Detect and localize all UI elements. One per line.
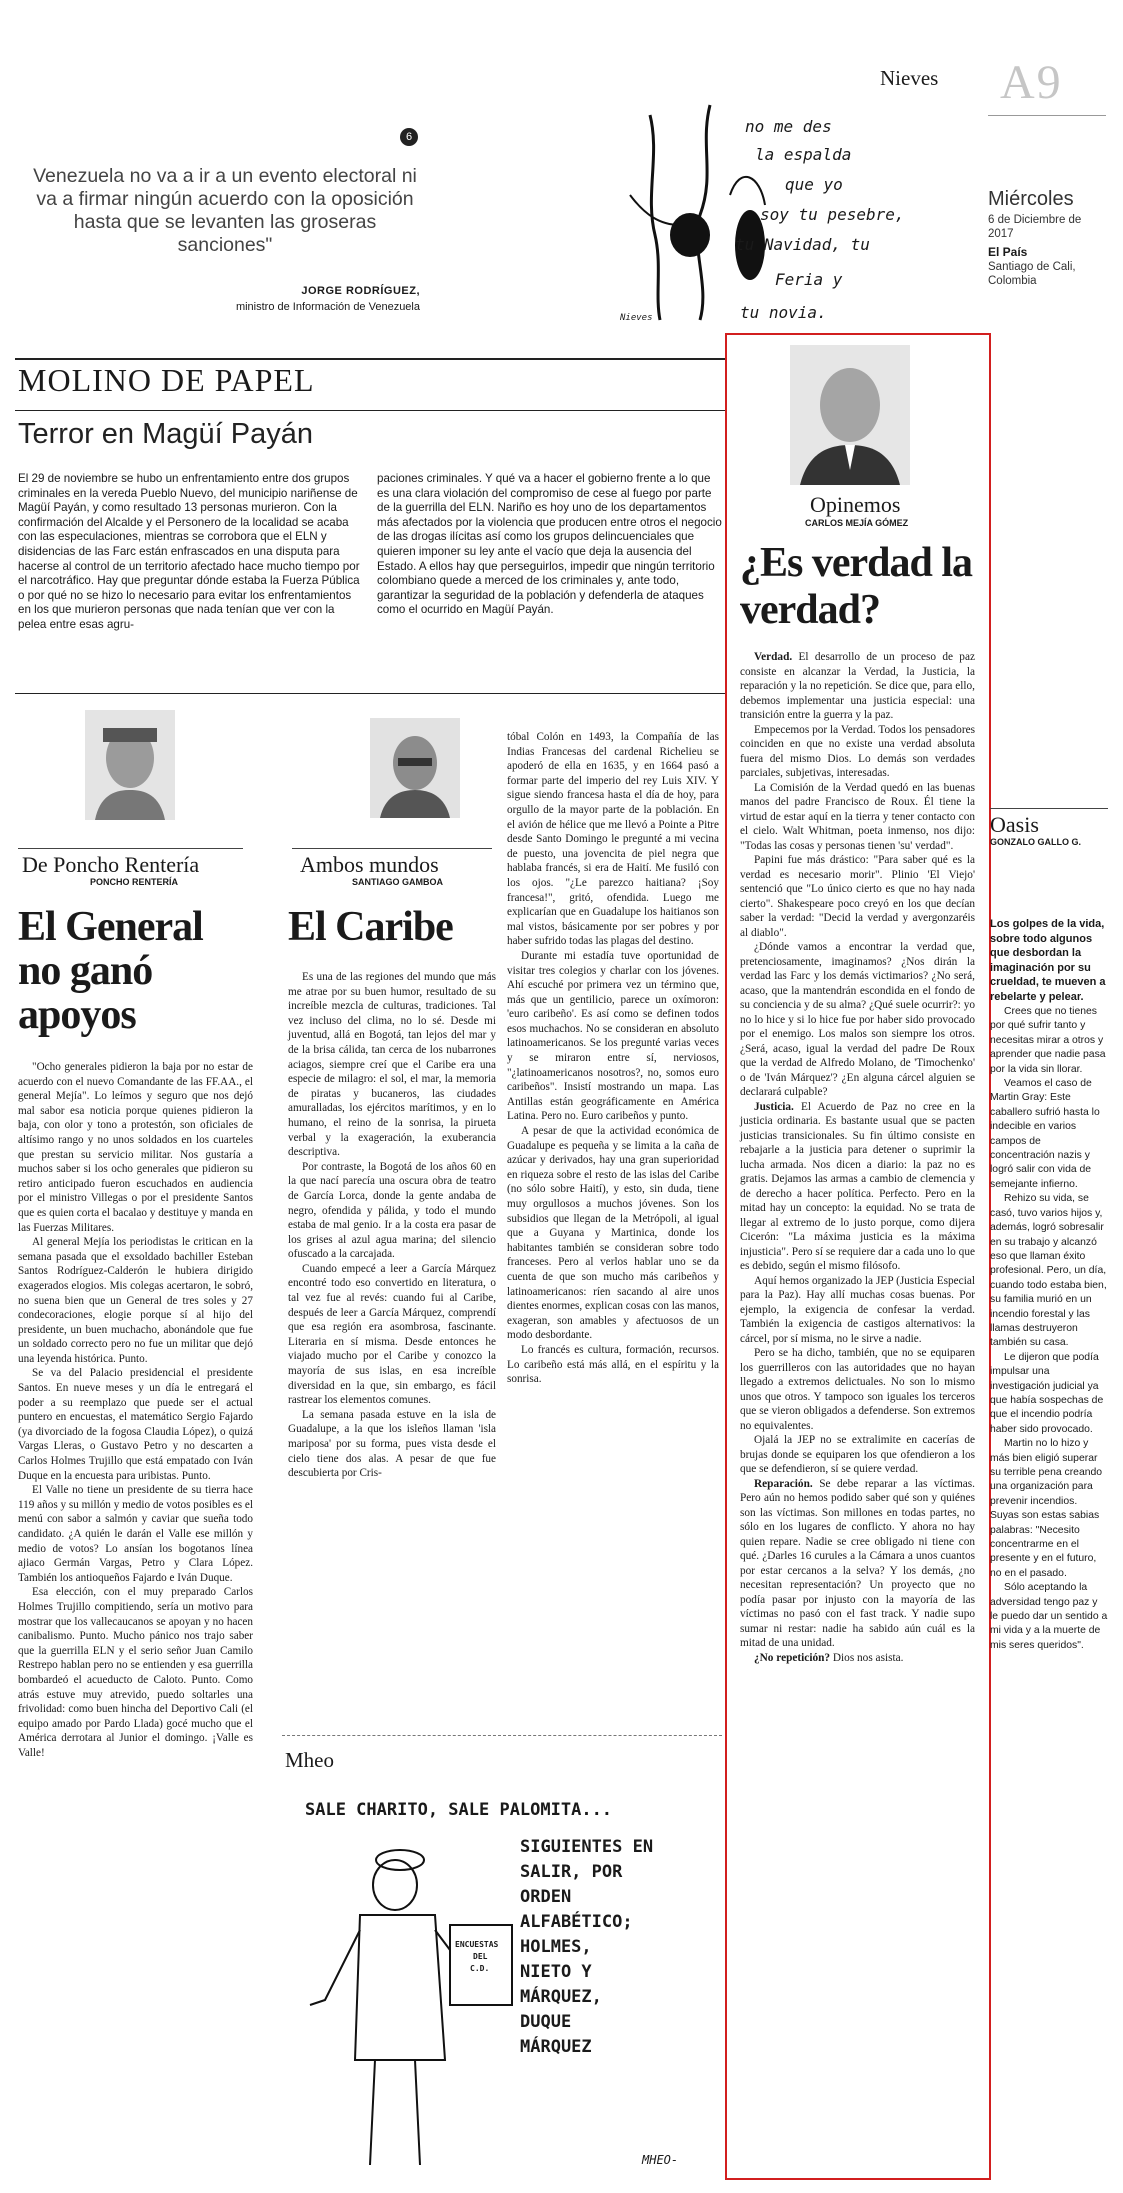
mheo-label: Mheo xyxy=(285,1748,334,1772)
mheo-speech-line: HOLMES, xyxy=(520,1937,592,1957)
mheo-speech xyxy=(520,1835,720,2060)
opinemos-photo xyxy=(790,345,910,485)
nieves-line-5: tu Navidad, tu xyxy=(735,235,870,254)
poncho-body xyxy=(18,1060,253,1761)
opinemos-text: Aquí hemos organizado la JEP (Justicia Especial para la Paz). Hay allí muchas cosas buenas. Por ejemplo, la exigencia de confesar la verdad. También la exigencia de castigos alternativos: la cárcel, por sí misma, no le sirve a nadie. xyxy=(740,1274,975,1345)
poncho-photo xyxy=(85,710,175,820)
opinemos-body xyxy=(740,650,975,1665)
opinemos-paragraph xyxy=(740,1346,975,1433)
header-rule xyxy=(988,115,1106,116)
opinemos-paragraph xyxy=(740,1651,975,1666)
ambos-author: SANTIAGO GAMBOA xyxy=(352,877,443,887)
oasis-paragraph: Crees que no tienes por qué sufrir tanto y necesitas mirar a otros y aprender que nadie pasa por la vida sin llorar. xyxy=(990,1006,1106,1075)
mheo-figure xyxy=(290,1830,520,2180)
opinemos-lead: ¿No repetición? xyxy=(754,1651,831,1664)
oasis-paragraph: Le dijeron que podía impulsar una investigación judicial ya que había sospechas de que el incendio podría haber sido provocado. xyxy=(990,1351,1104,1435)
opinemos-text: Pero se ha dicho, también, que no se equiparen los guerrilleros con las autoridades que no hayan llegado a extremos delictuales. No son lo mismo unos que otros. Y tampoco son iguales los terceros que se vieron obligados a defenderse. Son extremos no equivalentes. xyxy=(740,1347,975,1432)
nieves-line-4: soy tu pesebre, xyxy=(760,205,905,224)
molino-section-title: MOLINO DE PAPEL xyxy=(18,362,315,398)
mheo-speech-line: ALFABÉTICO; xyxy=(520,1912,633,1932)
opinemos-paragraph xyxy=(740,853,975,940)
opinemos-paragraph xyxy=(740,1274,975,1347)
opinemos-author: CARLOS MEJÍA GÓMEZ xyxy=(805,518,909,528)
quote-author: JORGE RODRÍGUEZ, xyxy=(301,285,420,297)
nieves-line-3: que yo xyxy=(785,175,843,194)
poncho-paragraph: Al general Mejía los periodistas le critican en la semana pasada que el exsoldado bachiller Esteban Santos Rodríguez-Calderón le hubiera dirigido exagerados elogios. Mis colegas acertaron, le sobró, no suena bien que un General de tres soles y 27 condecoraciones, elogie porque sí al hijo del presidente, un buen muchacho, abonándole que fue un soldado correcto pero no fue un militar que dejó una leyenda histórica. Punto. xyxy=(18,1236,253,1365)
mheo-sign-line: DEL xyxy=(473,1952,488,1961)
mheo-speech-line: SALIR, POR xyxy=(520,1862,623,1882)
molino-title-rule xyxy=(15,410,727,411)
nieves-signature: Nieves xyxy=(620,313,653,323)
opinemos-paragraph xyxy=(740,940,975,1100)
mheo-speech-line: SIGUIENTES EN xyxy=(520,1837,654,1857)
oasis-paragraph: Sólo aceptando la adversidad tengo paz y le puedo dar un sentido a mi vida y a la muerte de mis seres queridos". xyxy=(990,1582,1108,1651)
opinemos-lead: Verdad. xyxy=(754,651,793,663)
ambos-paragraph: A pesar de que la actividad económica de Guadalupe es pequeña y se limita a la caña de azúcar y derivados, hay una gran superioridad en riqueza sobre el resto de las islas del Caribe (no sólo sobre Haití), y esto, sin duda, tiene muy orgullosos a muchos jóvenes. Son los subsidios que llegan de la Metrópoli, al igual que a Guyana y Martinica, donde los habitantes también se consideran sobre todo franceses. Pero al verlos hablar uno se da cuenta de que son mucho más caribeños y latinoamericanos: ríen sacando al aire unos dientes enormes, explican cosas con las manos, exageran, son amables y afectuosos de un modo desbordante. xyxy=(507,1125,719,1342)
date-full: 6 de Diciembre de 2017 xyxy=(988,214,1082,240)
nieves-line-1: no me des xyxy=(745,117,832,136)
mheo-speech-line: MÁRQUEZ xyxy=(520,2037,592,2057)
quote-role: ministro de Información de Venezuela xyxy=(235,301,420,313)
ambos-paragraph: Lo francés es cultura, formación, recursos. Lo caribeño está más allá, en el espíritu y la sonrisa. xyxy=(507,1343,719,1386)
opinemos-column-name: Opinemos xyxy=(810,492,901,517)
nieves-line-2: la espalda xyxy=(755,145,852,164)
poncho-column-name: De Poncho Rentería xyxy=(22,852,200,877)
molino-col-2: paciones criminales. Y qué va a hacer el gobierno frente a lo que es una clara violación del compromiso de cese al fuego por parte de la guerrilla del ELN. Nariño es hoy uno de los departamentos más afectados por la violencia que producen entre otros el negocio de las drogas ilícitas así como los grupos delincuenciales que quieren imponer su ley ante el vacío que deja la ausencia del Estado. A ellos hay que perseguirlos, impedir que ningún territorio colombiano quede a merced de los criminales y, ante todo, garantizar la seguridad de la población y defenderla de ataques como el ocurrido en Magüí Payán. xyxy=(377,472,722,617)
opinemos-text: ¿Dónde vamos a encontrar la verdad que, pretenciosamente, imaginamos? ¿Nos dirán la verdad las Farc y los demás victimarios? ¿No será, acaso, que la mantendrán escondida en el fondo de su conciencia y de su alma? ¿Qué suele ocurrir?: yo no lo hice y si lo hice fue por haber sido provocado por el enemigo. Los malos son siempre los otros. ¿Será, acaso, igual la verdad del padre De Roux que la verdad de Alfredo Molano, de 'Timochenko' o de 'Iván Márquez'? ¿En alguna cárcel alguien se declarará culpable? xyxy=(740,941,975,1098)
opinemos-text: La Comisión de la Verdad quedó en las buenas manos del padre Francisco de Roux. Él tiene la virtud de estar aquí en la tierra y tener contacto con el cielo. Walt Whitman, poeta inmenso, nos dijo: "Todas las cosas y personas tienen 'su' verdad". xyxy=(740,781,975,852)
opinemos-paragraph xyxy=(740,1100,975,1274)
opinemos-text: Dios nos asista. xyxy=(830,1651,904,1664)
paper-location: Santiago de Cali, Colombia xyxy=(988,261,1076,287)
mheo-cartoon-drawing xyxy=(290,1830,520,2180)
nieves-line-6: Feria y xyxy=(775,270,843,289)
mheo-signature: MHEO- xyxy=(642,2153,679,2167)
mheo-sign-line: C.D. xyxy=(470,1964,490,1973)
opinemos-paragraph xyxy=(740,650,975,723)
ambos-rule xyxy=(292,848,492,849)
poncho-author: PONCHO RENTERÍA xyxy=(90,877,179,887)
nieves-cartoon xyxy=(600,95,980,340)
poncho-paragraph: "Ocho generales pidieron la baja por no estar de acuerdo con el nuevo Comandante de las FF.AA., el general Mejía". Lo leímos y seguro que nos dejó mal sabor esa noticia porque quienes pidieron la baja, con olor y tono a protestón, son oficiales de altísimo rango y no unos soldados en los cuarteles que prestan su servicio militar. Nos gustaría a muchos saber si los ocho generales que pidieron su retiro anticipado fueron escuchados en audiencia por el ministro Villegas o por el presidente Santos que es quien corta el bacalao y destituye y manda en las Fuerzas Militares. xyxy=(18,1061,253,1234)
opinemos-text: Papini fue más drástico: "Para saber qué es la verdad es necesario morir". Plinio 'El Viejo' sentenció que "Lo único cierto es que no hay nada cierto". Shakespeare poco creyó en los que decían saber la verdad: "Decid la verdad y avergonzaréis al diablo". xyxy=(740,854,975,939)
ambos-paragraph: Cuando empecé a leer a García Márquez encontré todo eso convertido en literatura, o tal vez fue al revés: cuando fui al Caribe, después de leer a García Márquez, comprendí que esa región era asombrosa, fascinante. Literaria en sí misma. Desde entonces he viajado mucho por el Caribe y conozco la mayoría de sus islas, en esa increíble diversidad en la que, sin embargo, es fácil rastrear los elementos comunes. xyxy=(288,1262,496,1407)
oasis-paragraph: Martin no lo hizo y más bien eligió superar su terrible pena creando una organización para prevenir incendios. Suyas son estas sabias palabras: "Necesito concentrarme en el presente y en el futuro, no en el pasado. xyxy=(990,1438,1103,1579)
quote-number-badge: 6 xyxy=(400,128,418,146)
opinemos-text: Ojalá la JEP no se extralimite en cacerías de brujas donde se equiparen los que ofendieron a los que se defendieron, sí se quiere verdad. xyxy=(740,1434,975,1475)
mheo-speech-line: MÁRQUEZ, xyxy=(520,1987,602,2007)
opinemos-headline: ¿Es verdad la verdad? xyxy=(740,540,973,633)
paper-name: El País xyxy=(988,245,1028,259)
mheo-speech-line: ORDEN xyxy=(520,1887,572,1907)
date-day: Miércoles xyxy=(988,188,1074,210)
ambos-col-2 xyxy=(507,730,719,1387)
poncho-paragraph: Esa elección, con el muy preparado Carlos Holmes Trujillo compitiendo, sería un motivo para mostrar que los vallecaucanos se apoyan y no hacen canibalismo. Punto. Mucho pánico nos trajo saber que la guerrilla ELN y el serio señor Juan Camilo Restrepo hablan pero no se entienden y esa guerrilla bombardeó el acueducto de Caloto. Punto. Como atrás estuve muy atrevido, puedo soltarles una frivolidad: como buen hincha del Deportivo Cali (el equipo amado por Pardo Llada) gocé mucho que el América derrotara al Junior el domingo. ¡Valle es Valle! xyxy=(18,1586,253,1759)
gamboa-photo xyxy=(370,718,460,818)
quote-block xyxy=(0,95,540,340)
mheo-speech-line: NIETO Y xyxy=(520,1962,592,1982)
ambos-paragraph: Es una de las regiones del mundo que más me atrae por su buen humor, resultado de su increíble mezcla de culturas, tradiciones. Tal vez incluso del clima, no lo sé. Desde mi juventud, allá en Bogotá, tan lejos del mar y de la brisa cálida, tan cerca de los nubarrones aciagos, siempre creí que el Caribe era una especie de milagro: el sol, el mar, la memoria de piratas y bucaneros, las ciudades amuralladas, los ejércitos marítimos, y en lo humano, el reino de la sonrisa, la pirueta verbal y la exageración, la exuberancia descriptiva. xyxy=(288,971,496,1159)
ambos-paragraph: tóbal Colón en 1493, la Compañía de las Indias Francesas del cardenal Richelieu se apoderó de ella en 1635, y en 1664 pasó a formar parte del imperio del rey Luis XIV. Y sigue siendo francesa hasta el día de hoy, para orgullo de la mayor parte de la población. En el avión de hélice que me llevó a Pointe a Pitre desde Santo Domingo le pregunté a mi vecina de puesto, una jovencita de piel negra que hablaba francés, si era de Haití. Me fusiló con los ojos. "¿Le parezco haitiana? ¡Soy francesa!", gritó, ofendida. Luego me explicarían que en Guadalupe los haitianos son mal vistos, básicamente por ser pobres y por haber sufrido todas las plagas del destino. xyxy=(507,731,719,948)
ambos-col-1 xyxy=(288,970,496,1481)
ambos-paragraph: La semana pasada estuve en la isla de Guadalupe, a la que los isleños llaman 'isla mariposa' por su forma, pues vista desde el cielo tiene dos alas. A pesar de que fue descubierta por Cris- xyxy=(288,1408,496,1480)
oasis-paragraph: Rehizo su vida, se casó, tuvo varios hijos y, además, logró sobresalir en su trabajo y alcanzó eso que llaman éxito profesional. Pero, un día, cuando todo estaba bien, su familia murió en un incendio forestal y las llamas destruyeron también su casa. xyxy=(990,1193,1107,1349)
nieves-line-7: tu novia. xyxy=(740,303,827,322)
poncho-paragraph: Se va del Palacio presidencial el presidente Santos. En nueve meses y un día le entregará el poder a su reemplazo que puede ser el actual puntero en encuestas, el matemático Sergio Fajardo (ya divorciado de la fogosa Claudia López), o quizá Vargas Lleras, o Gustavo Petro y no descarten a Carlos Holmes Trujillo que está empatado con Iván Duque en la encuesta para uribistas. Punto. xyxy=(18,1367,253,1482)
molino-bottom-rule xyxy=(15,693,727,694)
mheo-speech-line: DUQUE xyxy=(520,2012,572,2032)
oasis-author: GONZALO GALLO G. xyxy=(990,837,1081,847)
opinemos-paragraph xyxy=(740,723,975,781)
opinemos-text: Empecemos por la Verdad. Todos los pensadores coinciden en que no existe una verdad absoluta fuera del mismo Dios. Lo demás son verdades parciales, subjetivas, interesadas. xyxy=(740,723,975,779)
poncho-headline: El General no ganó apoyos xyxy=(18,904,203,1038)
opinemos-text: El desarrollo de un proceso de paz consiste en alcanzar la Verdad, la Justicia, la reparación y la no repetición. Se dice que, para ello, debemos implementar una justicia especial: una transición entre la guerra y la paz. xyxy=(740,651,975,721)
oasis-column-name: Oasis xyxy=(990,812,1039,837)
opinemos-lead: Reparación. xyxy=(754,1477,813,1490)
mheo-top-rule xyxy=(282,1735,722,1737)
molino-top-rule xyxy=(15,358,727,360)
poncho-rule xyxy=(18,848,243,849)
opinemos-paragraph xyxy=(740,1477,975,1651)
oasis-rule xyxy=(990,808,1108,809)
poncho-paragraph: El Valle no tiene un presidente de su tierra hace 119 años y su millón y medio de votos posibles es el menú con sabor a salmón y caviar que sueña todo candidato. ¿A quién le darán el Valle ese millón y medio de votos? Lo ansían los bogotanos línea ajiaco Germán Vargas, Petro y Clara López. También los antioqueños Fajardo e Iván Duque. xyxy=(18,1484,253,1584)
oasis-lead: Los golpes de la vida, sobre todo algunos que desbordan la imaginación por su crueldad, te mueven a rebelarte y pelear. xyxy=(990,918,1106,1003)
ambos-paragraph: Durante mi estadía tuve oportunidad de visitar tres colegios y charlar con los jóvenes. Ahí escuché por primera vez un término que, más que un gentilicio, parece un oxímoron: 'euro caribeño'. Es así como se definen todos esos muchachos. No se consideran en absoluto latinoamericanos. Se los pregunté varias veces y se miraron entre sí, nerviosos, "¿latinoamericanos nosotros?, no, somos euro caribeños". Insistí mostrando un mapa. Las Antillas están geográficamente en América Latina. Pero no. Euro caribeños y punto. xyxy=(507,949,719,1123)
opinemos-text: Se debe reparar a las víctimas. Pero aún no hemos podido saber qué son y quiénes son las víctimas. Son millones en todas partes, no sólo en los lugares de conflicto. Y ahora no hay quien repare. Nadie se cree obligado ni tiene con qué. ¿Darles 16 curules a la Cámara a unos cuantos por estar cercanos a la selva? Y los demás, ¿no necesitan representación? Un proyecto que no podía pasar por injusto con la mayoría de las víctimas no pasó con el fast track. Y nadie supo sumar ni restar: nadie ha sabido aún cuál es la mitad de una unidad. xyxy=(740,1477,975,1649)
oasis-body xyxy=(990,1005,1108,1653)
ambos-paragraph: Por contraste, la Bogotá de los años 60 en la que nací parecía una oscura obra de teatro de García Lorca, donde la gente andaba de negro, ofendida y pálida, y todo el mundo estaba de mal genio. Ir a la costa era pasar de los grises al azul agua marina; del silencio ofuscado a la carcajada. xyxy=(288,1160,496,1261)
molino-col-1: El 29 de noviembre se hubo un enfrentamiento entre dos grupos criminales en la vereda Pueblo Nuevo, del municipio nariñense de Magüí Payán, y como resultado 13 personas murieron. Con la confirmación del Alcalde y el Personero de la localidad se acaba con las especulaciones, mientras se corrobora que el ELN y disidencias de las Farc están enfrascados en una disputa para hacerse al control de un territorio afectado hace mucho tiempo por el narcotráfico. Hay que preguntar dónde estaba la Fuerza Pública o por qué no se hizo lo necesario para evitar los enfrentamientos en los que murieron personas que nada tenían que ver con la pelea entre esas agru- xyxy=(18,472,360,631)
page-number: A9 xyxy=(1000,56,1063,109)
opinemos-lead: Justicia. xyxy=(754,1100,794,1113)
opinemos-paragraph xyxy=(740,1433,975,1477)
mheo-caption: SALE CHARITO, SALE PALOMITA... xyxy=(305,1800,613,1820)
ambos-headline: El Caribe xyxy=(288,904,453,950)
quote-text: Venezuela no va a ir a un evento electoral ni va a firmar ningún acuerdo con la oposición hasta que se levanten las groseras sanciones" xyxy=(33,165,417,256)
molino-headline: Terror en Magüí Payán xyxy=(18,418,313,450)
opinemos-text: El Acuerdo de Paz no cree en la justicia ordinaria. Es bastante usual que se pacten justicias transicionales. Su fin último consiste en rebajarle a la justicia para detener o suprimir la lucha armada. Nos dicen a diario: la paz no es gratis. Dejamos las armas a cambio de clemencia y de derecho a hacer política. Perfecto. Pero en la mitad hay un concepto: la equidad. No se trata de llegar al extremo de lo justo porque, como dijera Cicerón: "La máxima justicia es la máxima injusticia". Pero sí se requiere dar a cada uno lo que es debido, según el mismo filósofo. xyxy=(740,1100,975,1272)
ambos-column-name: Ambos mundos xyxy=(300,852,439,877)
oasis-paragraph: Veamos el caso de Martin Gray: Este caballero sufrió hasta lo indecible en varios campos de concentración nazis y logró salir con vida de semejante infierno. xyxy=(990,1078,1100,1190)
opinemos-paragraph xyxy=(740,781,975,854)
mheo-sign-line: ENCUESTAS xyxy=(455,1940,499,1949)
section-label: Nieves xyxy=(880,66,939,90)
